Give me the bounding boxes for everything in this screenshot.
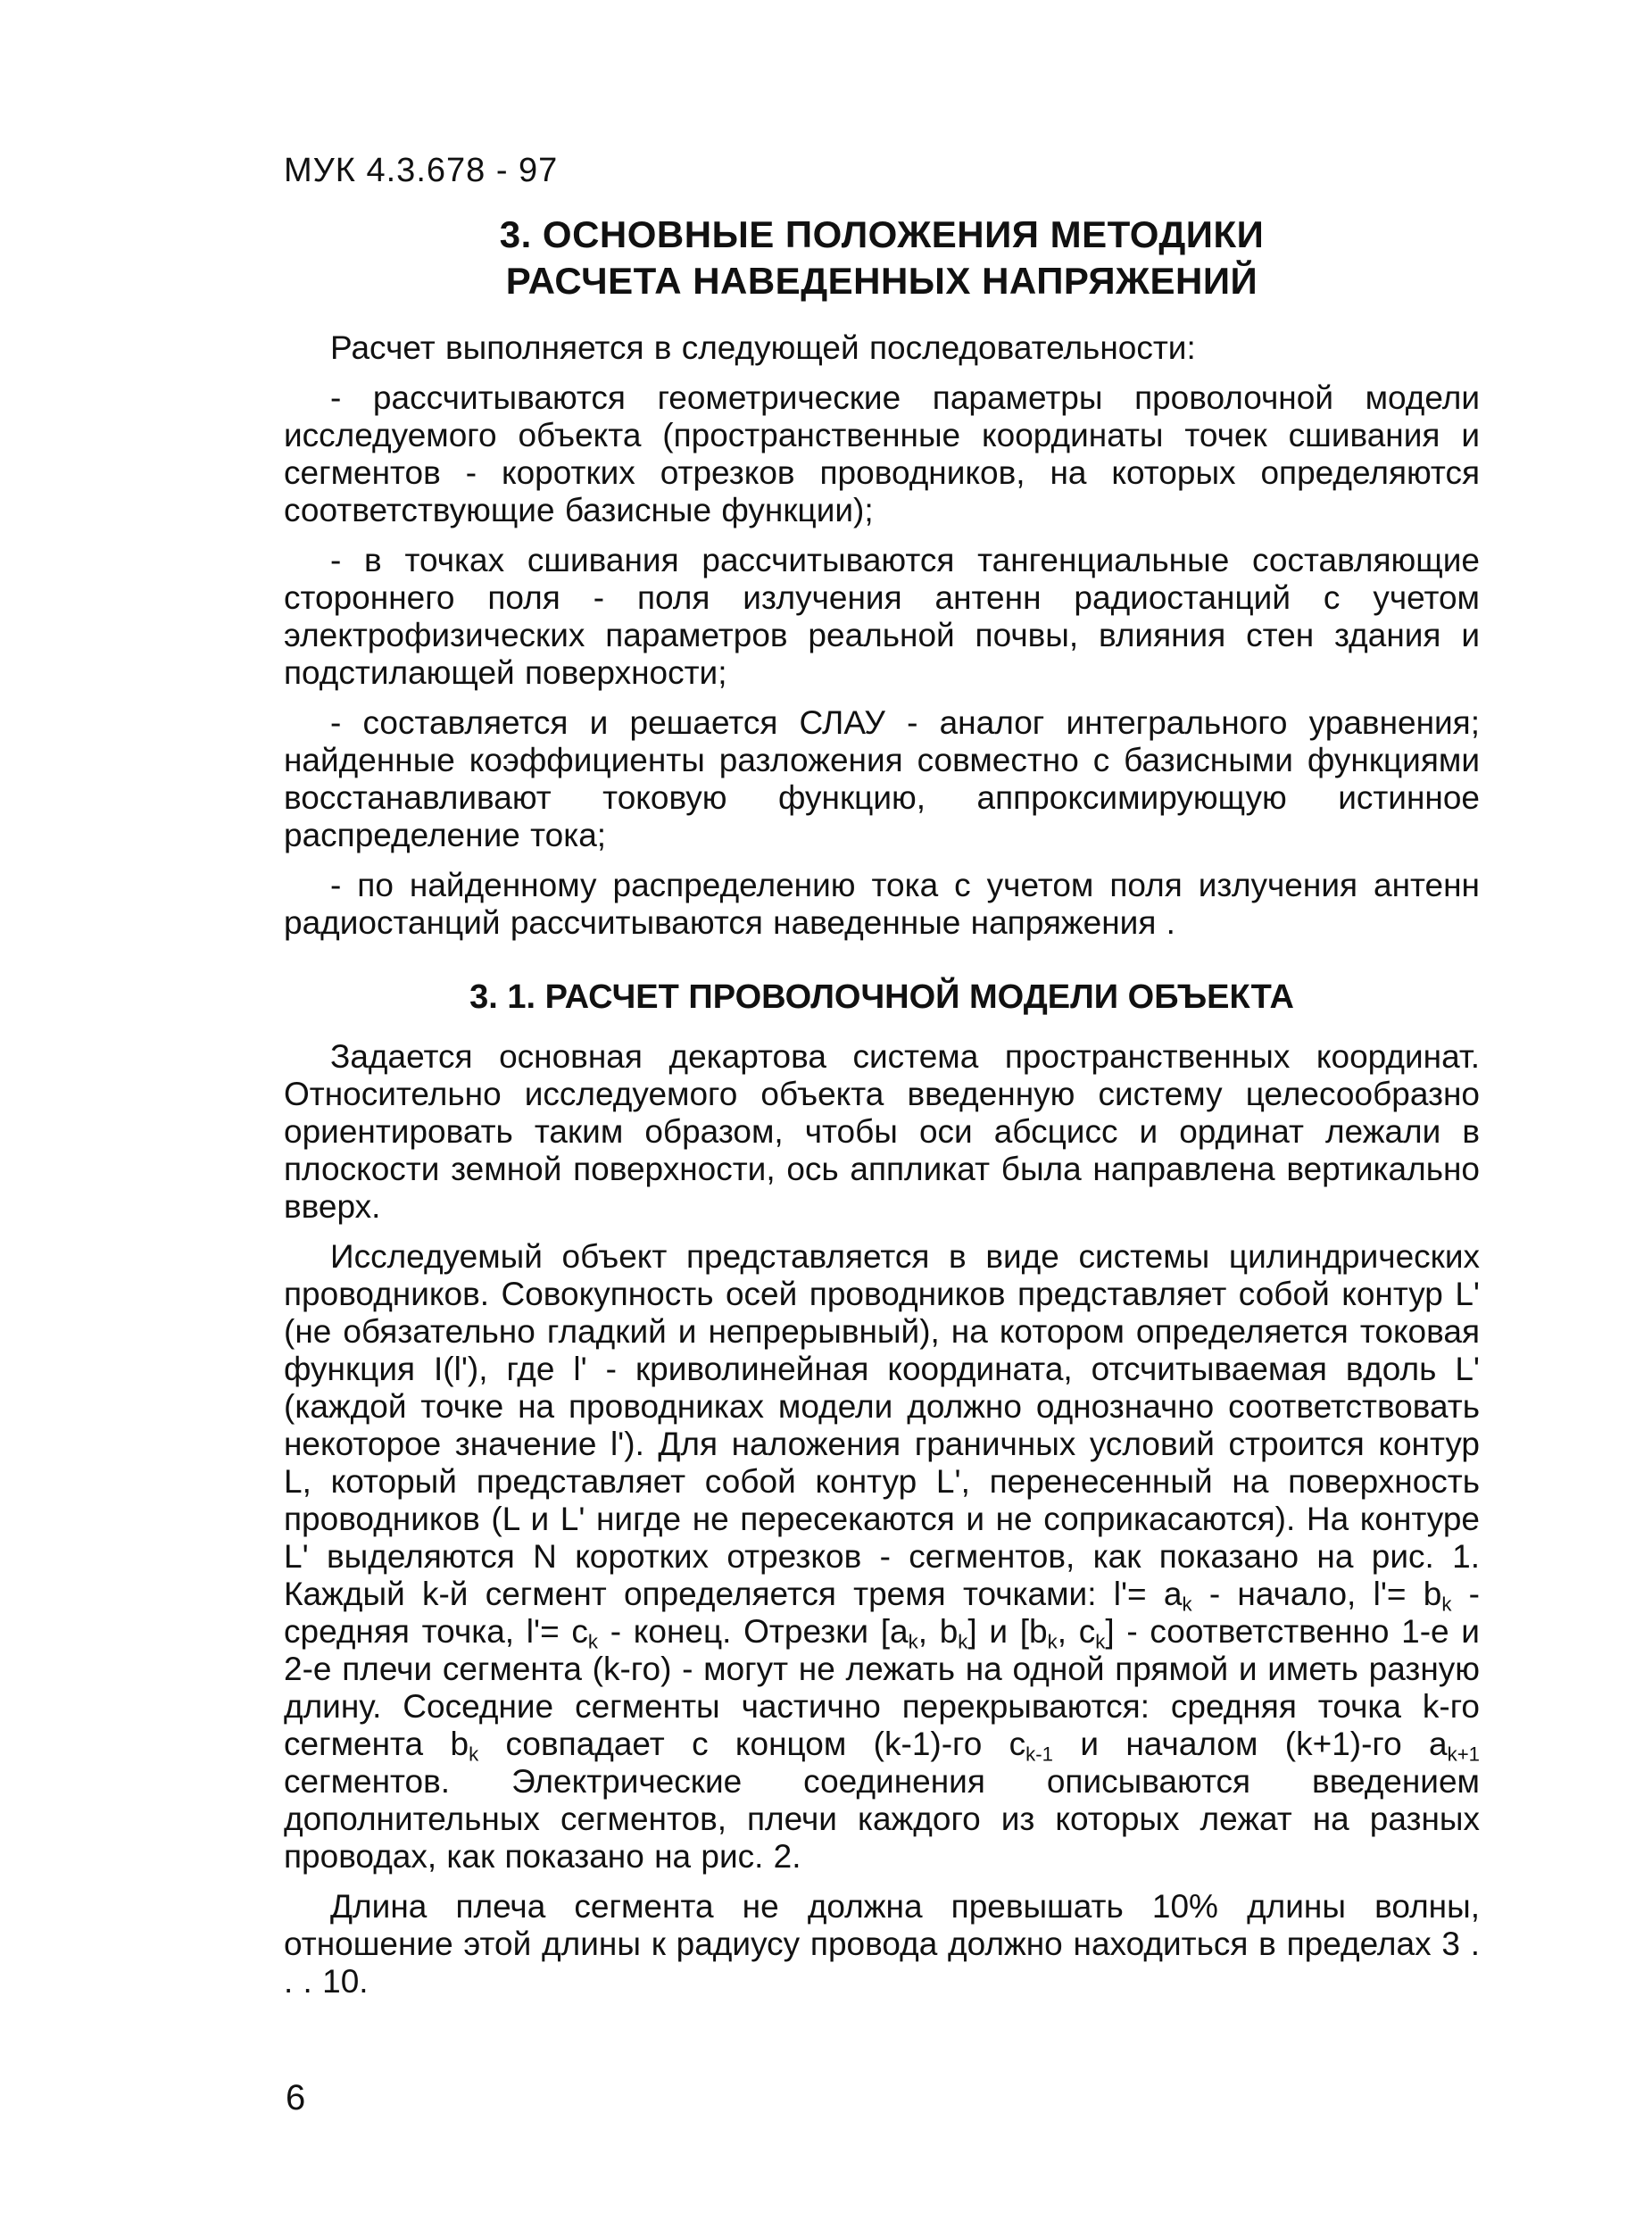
intro-paragraph: Расчет выполняется в следующей последовательности: bbox=[330, 329, 1196, 366]
subscript: k+1 bbox=[1447, 1743, 1480, 1766]
step-paragraph-4: - по найденному распределению тока с учетом поля излучения антенн радиостанций рассчитываются наведенные напряжения . bbox=[284, 867, 1480, 941]
text-run: - начало, l'= b bbox=[1191, 1576, 1442, 1612]
subscript: k bbox=[1441, 1593, 1452, 1616]
subscript: k bbox=[1047, 1630, 1058, 1653]
section-title-line-2: РАСЧЕТА НАВЕДЕННЫХ НАПРЯЖЕНИЙ bbox=[505, 260, 1258, 302]
subscript: k bbox=[587, 1630, 599, 1653]
subscript: k bbox=[1095, 1630, 1106, 1653]
document-code-header: МУК 4.3.678 - 97 bbox=[284, 152, 559, 189]
text-run: и началом (k+1)-го a bbox=[1052, 1726, 1448, 1762]
subscript: k-1 bbox=[1025, 1743, 1053, 1766]
subsection-title: 3. 1. РАСЧЕТ ПРОВОЛОЧНОЙ МОДЕЛИ ОБЪЕКТА bbox=[469, 978, 1294, 1016]
page-content bbox=[284, 134, 1480, 2013]
text-run: ] и [b bbox=[967, 1613, 1048, 1650]
subscript: k bbox=[1182, 1593, 1192, 1616]
text-run: Исследуемый объект представляется в виде системы цилиндрических проводников. Совокупность осей проводников представляет собой контур L' (не обязательно гладкий и непрерывный), на котором определяется токовая функция I(l'), где l' - криволинейная координата, отсчитываемая вдоль L' (каждой точке на проводниках модели должно однозначно соответствовать некоторое значение l'). Для наложения граничных условий строится контур L, который представляет собой контур L', перенесенный на поверхность проводников (L и L' нигде не пересекаются и не соприкасаются). На контуре L' выделяются N коротких отрезков - сегментов, как показано на рис. 1. Каждый k-й сегмент определяется тремя точками: l'= a bbox=[284, 1238, 1480, 1612]
subscript: k bbox=[958, 1630, 968, 1653]
text-run: сегментов. Электрические соединения описываются введением дополнительных сегментов, плечи каждого из которых лежат на разных проводах, как показано на рис. 2. bbox=[284, 1763, 1480, 1875]
step-paragraph-3: - составляется и решается СЛАУ - аналог интегрального уравнения; найденные коэффициенты разложения совместно с базисными функциями восстанавливают токовую функцию, аппроксимирующую истинное распределение тока; bbox=[284, 704, 1480, 853]
page-number: 6 bbox=[286, 2078, 306, 2117]
body-paragraph-1: Задается основная декартова система пространственных координат. Относительно исследуемого объекта введенную систему целесообразно ориентировать таким образом, чтобы оси абсцисс и ординат лежали в плоскости земной поверхности, ось аппликат была направлена вертикально вверх. bbox=[284, 1038, 1480, 1225]
subscript: k bbox=[469, 1743, 479, 1766]
section-title bbox=[284, 212, 1480, 304]
text-run: ] - соответственно 1-е и 2-е плечи сегмента (k-го) - могут не лежать на одной прямой и иметь разную длину. Соседние сегменты частично перекрываются: средняя точка k-го сегмента b bbox=[284, 1613, 1480, 1762]
step-paragraph-2: - в точках сшивания рассчитываются тангенциальные составляющие стороннего поля - поля излучения антенн радиостанций с учетом электрофизических параметров реальной почвы, влияния стен здания и подстилающей поверхности; bbox=[284, 542, 1480, 691]
step-paragraph-1: - рассчитываются геометрические параметры проволочной модели исследуемого объекта (пространственные координаты точек сшивания и сегментов - коротких отрезков проводников, на которых определяются соответствующие базисные функции); bbox=[284, 379, 1480, 528]
body-paragraph-3: Длина плеча сегмента не должна превышать 10% длины волны, отношение этой длины к радиусу провода должно находиться в пределах 3 . . . 10. bbox=[284, 1888, 1480, 2000]
section-title-line-1: 3. ОСНОВНЫЕ ПОЛОЖЕНИЯ МЕТОДИКИ bbox=[499, 213, 1265, 255]
body-paragraph-2 bbox=[284, 1238, 1480, 1876]
text-run: , b bbox=[917, 1613, 959, 1650]
text-run: , c bbox=[1057, 1613, 1096, 1650]
text-run: совпадает с концом (k-1)-го c bbox=[478, 1726, 1026, 1762]
text-run: - конец. Отрезки [a bbox=[598, 1613, 909, 1650]
text-run: - средняя точка, l'= c bbox=[284, 1576, 1480, 1650]
subscript: k bbox=[908, 1630, 918, 1653]
